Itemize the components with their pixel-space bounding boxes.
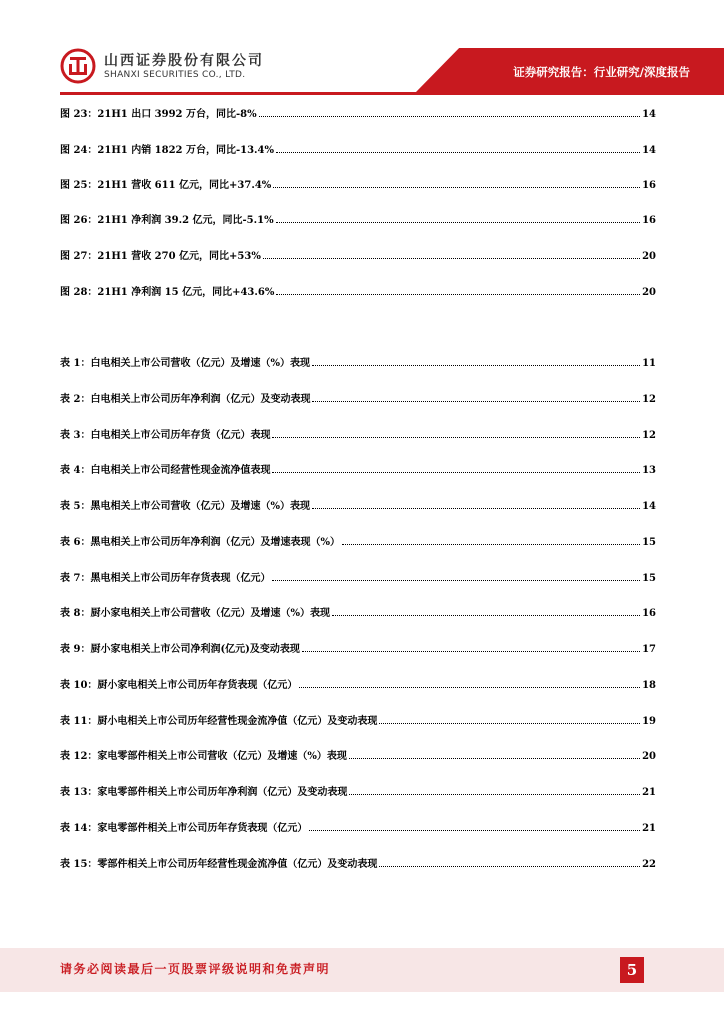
toc-leader — [349, 757, 640, 759]
toc-entry-label: 表 14：家电零部件相关上市公司历年存货表现（亿元） — [60, 823, 308, 834]
toc-entry-page: 14 — [642, 501, 656, 512]
company-name-en: SHANXI SECURITIES CO., LTD. — [104, 70, 246, 80]
toc-leader — [263, 257, 640, 259]
toc-leader — [273, 186, 640, 188]
toc-leader — [272, 471, 640, 473]
toc-entry-page: 21 — [642, 787, 656, 798]
toc-entry-label: 表 3：白电相关上市公司历年存货（亿元）表现 — [60, 430, 271, 441]
toc-leader — [379, 865, 640, 867]
toc-entry-table[interactable] — [60, 782, 656, 798]
toc-leader — [276, 151, 640, 153]
toc-entry-page: 12 — [642, 430, 656, 441]
toc-leader — [342, 543, 640, 545]
toc-entry-figure[interactable] — [60, 175, 656, 191]
toc-entry-figure[interactable] — [60, 246, 656, 262]
toc-entry-table[interactable] — [60, 854, 656, 870]
toc-entry-page: 22 — [642, 859, 656, 870]
toc-leader — [272, 579, 640, 581]
toc-entry-page: 19 — [642, 716, 656, 727]
toc-entry-label: 图 24：21H1 内销 1822 万台，同比-13.4% — [60, 145, 275, 156]
toc-leader — [302, 650, 640, 652]
toc-leader — [349, 793, 640, 795]
toc-entry-label: 图 25：21H1 营收 611 亿元，同比+37.4% — [60, 180, 272, 191]
toc-entry-table[interactable] — [60, 818, 656, 834]
toc-leader — [379, 722, 640, 724]
toc-entry-label: 表 4：白电相关上市公司经营性现金流净值表现 — [60, 465, 271, 476]
toc-entry-table[interactable] — [60, 389, 656, 405]
toc-entry-page: 12 — [642, 394, 656, 405]
toc-entry-label: 表 11：厨小电相关上市公司历年经营性现金流净值（亿元）及变动表现 — [60, 716, 378, 727]
toc-entry-figure[interactable] — [60, 140, 656, 156]
toc-entry-page: 20 — [642, 287, 656, 298]
toc-entry-page: 16 — [642, 608, 656, 619]
toc-leader — [259, 115, 640, 117]
toc-entry-figure[interactable] — [60, 104, 656, 120]
toc-entry-table[interactable] — [60, 746, 656, 762]
toc-entry-page: 14 — [642, 109, 656, 120]
toc-entry-label: 表 10：厨小家电相关上市公司历年存货表现（亿元） — [60, 680, 298, 691]
toc-entry-table[interactable] — [60, 639, 656, 655]
toc-entry-page: 16 — [642, 180, 656, 191]
toc-entry-label: 表 5：黑电相关上市公司营收（亿元）及增速（%）表现 — [60, 501, 310, 512]
toc-entry-label: 表 2：白电相关上市公司历年净利润（亿元）及变动表现 — [60, 394, 311, 405]
toc-entry-table[interactable] — [60, 532, 656, 548]
toc-leader — [309, 829, 640, 831]
toc-entry-table[interactable] — [60, 675, 656, 691]
toc-entry-page: 20 — [642, 751, 656, 762]
page-number: 5 — [620, 957, 644, 983]
toc-entry-page: 21 — [642, 823, 656, 834]
toc-leader — [272, 436, 640, 438]
toc-entry-figure[interactable] — [60, 210, 656, 226]
toc-leader — [312, 364, 640, 366]
toc-entry-label: 表 15：零部件相关上市公司历年经营性现金流净值（亿元）及变动表现 — [60, 859, 378, 870]
toc-entry-label: 图 23：21H1 出口 3992 万台，同比-8% — [60, 109, 257, 120]
toc-entry-label: 表 12：家电零部件相关上市公司营收（亿元）及增速（%）表现 — [60, 751, 347, 762]
toc-entry-label: 图 28：21H1 净利润 15 亿元，同比+43.6% — [60, 287, 275, 298]
toc-entry-label: 表 6：黑电相关上市公司历年净利润（亿元）及增速表现（%） — [60, 537, 340, 548]
toc-entry-table[interactable] — [60, 353, 656, 369]
toc-entry-table[interactable] — [60, 711, 656, 727]
toc-leader — [312, 507, 640, 509]
toc-entry-page: 14 — [642, 145, 656, 156]
toc-entry-table[interactable] — [60, 460, 656, 476]
toc-entry-label: 表 8：厨小家电相关上市公司营收（亿元）及增速（%）表现 — [60, 608, 330, 619]
toc-entry-page: 13 — [642, 465, 656, 476]
company-logo-icon — [60, 48, 96, 84]
toc-entry-page: 17 — [642, 644, 656, 655]
toc-entry-table[interactable] — [60, 496, 656, 512]
toc-entry-table[interactable] — [60, 425, 656, 441]
toc-entry-table[interactable] — [60, 568, 656, 584]
company-name-cn: 山西证券股份有限公司 — [104, 53, 264, 69]
toc-leader — [276, 221, 641, 223]
toc-entry-page: 16 — [642, 215, 656, 226]
toc-leader — [299, 686, 640, 688]
toc-entry-label: 图 26：21H1 净利润 39.2 亿元，同比-5.1% — [60, 215, 274, 226]
toc-entry-label: 表 9：厨小家电相关上市公司净利润(亿元)及变动表现 — [60, 644, 300, 655]
toc-entry-page: 15 — [642, 573, 656, 584]
report-type: 证券研究报告：行业研究/深度报告 — [513, 65, 690, 79]
toc-leader — [332, 614, 640, 616]
toc-entry-table[interactable] — [60, 603, 656, 619]
toc-entry-label: 图 27：21H1 营收 270 亿元，同比+53% — [60, 251, 261, 262]
toc-entry-page: 20 — [642, 251, 656, 262]
toc-entry-label: 表 7：黑电相关上市公司历年存货表现（亿元） — [60, 573, 271, 584]
header-divider — [60, 92, 724, 95]
toc-entry-label: 表 1：白电相关上市公司营收（亿元）及增速（%）表现 — [60, 358, 310, 369]
footer-disclaimer: 请务必阅读最后一页股票评级说明和免责声明 — [60, 962, 331, 976]
toc-entry-figure[interactable] — [60, 282, 656, 298]
toc-entry-page: 18 — [642, 680, 656, 691]
toc-entry-label: 表 13：家电零部件相关上市公司历年净利润（亿元）及变动表现 — [60, 787, 348, 798]
toc-entry-page: 11 — [642, 358, 656, 369]
toc-leader — [276, 293, 640, 295]
page-header — [0, 0, 724, 100]
toc-entry-page: 15 — [642, 537, 656, 548]
toc-leader — [312, 400, 640, 402]
